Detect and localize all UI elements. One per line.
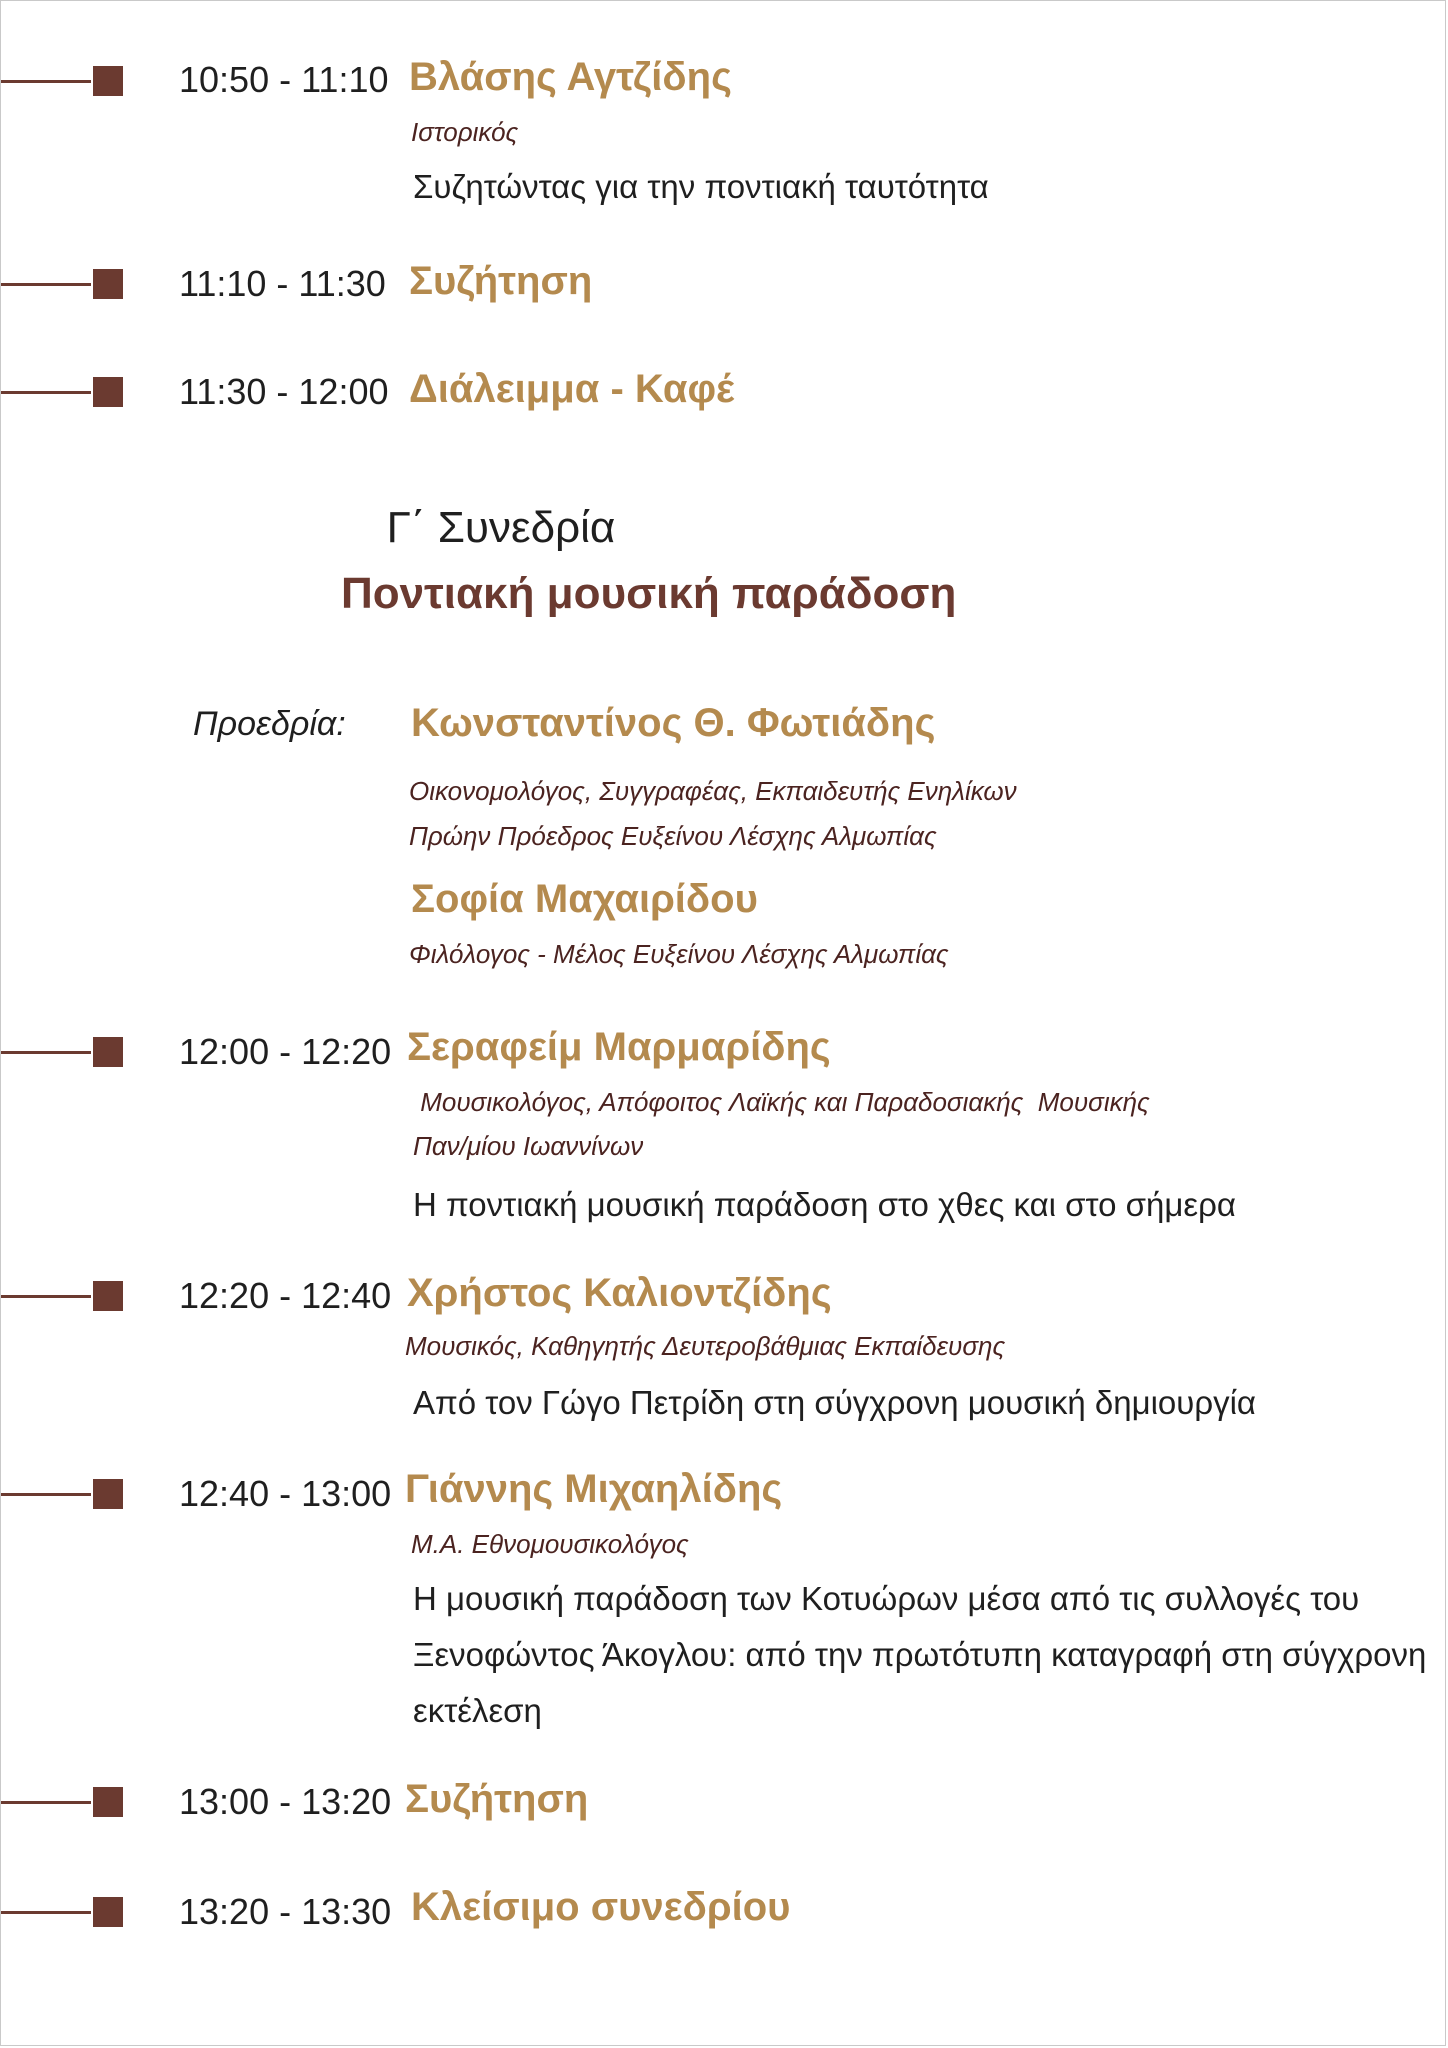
time-slot: 13:20 - 13:30 [179, 1891, 392, 1932]
talk-topic: Ξενοφώντος Άκογλου: από την πρωτότυπη καταγραφή στη σύγχρονη [413, 1636, 1427, 1673]
time-slot: 11:10 - 11:30 [179, 263, 386, 304]
speaker-name: Χρήστος Καλιοντζίδης [407, 1271, 832, 1315]
time-slot: 12:20 - 12:40 [179, 1275, 392, 1316]
talk-topic: Συζητώντας για την ποντιακή ταυτότητα [413, 168, 989, 205]
speaker-name: Κλείσιμο συνεδρίου [411, 1885, 791, 1929]
session-label: Γ΄ Συνεδρία [386, 503, 616, 552]
speaker-name: Διάλειμμα - Καφέ [409, 367, 735, 411]
chair-role: Οικονομολόγος, Συγγραφέας, Εκπαιδευτής Ενηλίκων [409, 776, 1017, 806]
chair-label: Προεδρία: [193, 705, 346, 743]
time-slot: 12:00 - 12:20 [179, 1031, 392, 1072]
speaker-role: Ιστορικός [411, 117, 519, 147]
chair-role: Πρώην Πρόεδρος Ευξείνου Λέσχης Αλμωπίας [409, 821, 937, 851]
chair-role: Φιλόλογος - Μέλος Ευξείνου Λέσχης Αλμωπίας [409, 939, 949, 969]
speaker-name: Συζήτηση [409, 259, 593, 303]
time-slot: 11:30 - 12:00 [179, 371, 389, 412]
talk-topic: Η ποντιακή μουσική παράδοση στο χθες και στο σήμερα [413, 1186, 1236, 1223]
speaker-name: Γιάννης Μιχαηλίδης [405, 1467, 783, 1511]
talk-topic: εκτέλεση [413, 1692, 542, 1729]
speaker-name: Σεραφείμ Μαρμαρίδης [407, 1025, 831, 1069]
speaker-role: Μουσικολόγος, Απόφοιτος Λαϊκής και Παραδοσιακής Μουσικής [413, 1087, 1150, 1117]
chair-name: Κωνσταντίνος Θ. Φωτιάδης [411, 701, 936, 745]
speaker-role: Μουσικός, Καθηγητής Δευτεροβάθμιας Εκπαίδευσης [405, 1331, 1006, 1361]
speaker-role: Παν/μίου Ιωαννίνων [413, 1131, 644, 1161]
speaker-role: Μ.Α. Εθνομουσικολόγος [411, 1529, 689, 1559]
time-slot: 10:50 - 11:10 [179, 59, 389, 100]
speaker-name: Βλάσης Αγτζίδης [409, 55, 732, 99]
time-slot: 12:40 - 13:00 [179, 1473, 392, 1514]
talk-topic: Από τον Γώγο Πετρίδη στη σύγχρονη μουσική δημιουργία [413, 1384, 1257, 1421]
session-title: Ποντιακή μουσική παράδοση [341, 569, 957, 618]
speaker-name: Συζήτηση [405, 1777, 589, 1821]
talk-topic: Η μουσική παράδοση των Κοτυώρων μέσα από τις συλλογές του [413, 1580, 1360, 1617]
chair-name: Σοφία Μαχαιρίδου [411, 877, 758, 921]
time-slot: 13:00 - 13:20 [179, 1781, 392, 1822]
